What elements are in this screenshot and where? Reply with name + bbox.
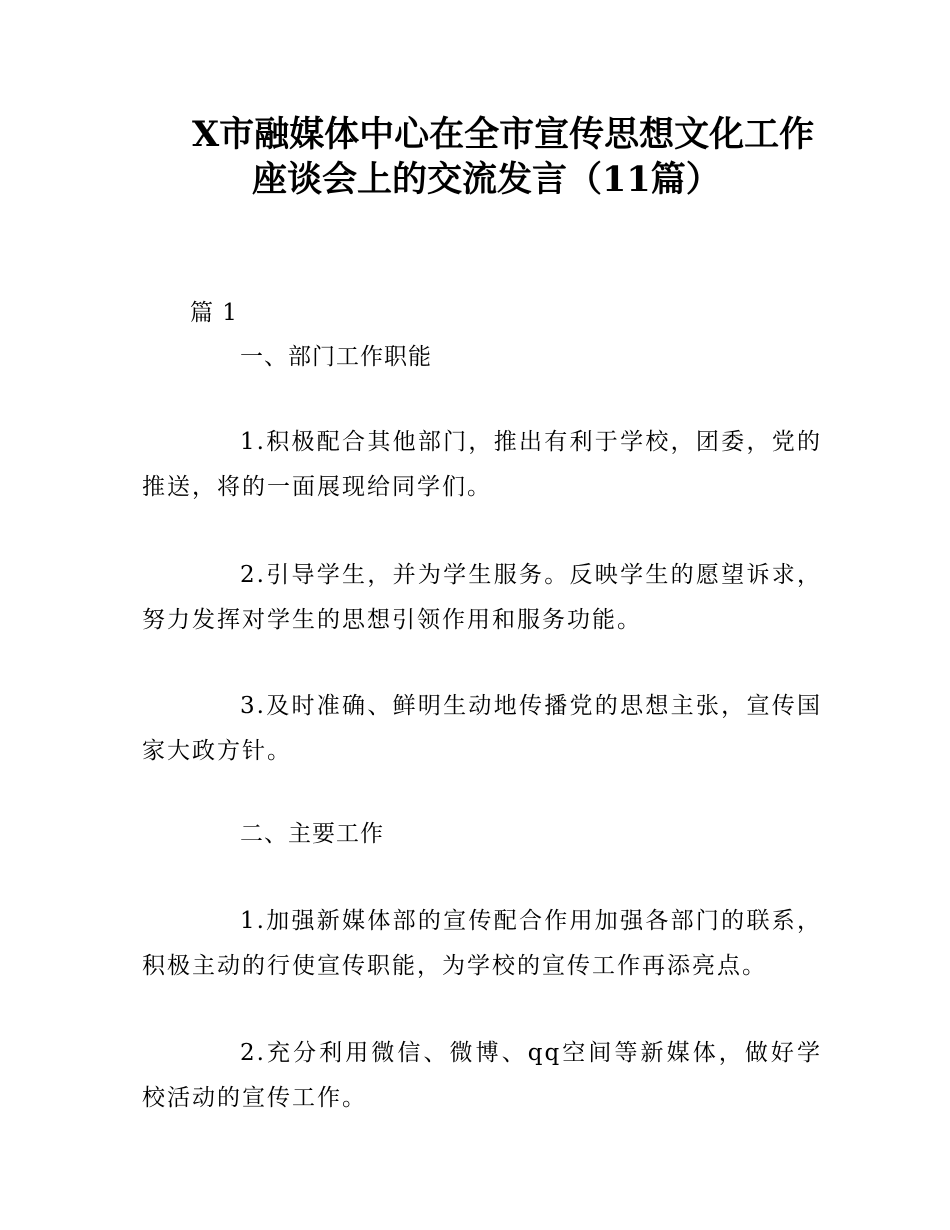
section-1-item-3: 3.及时准确、鲜明生动地传播党的思想主张，宣传国家大政方针。 [142,693,822,764]
document-title-line-2: 座谈会上的交流发言（11篇） [252,159,721,200]
section-1-item-1: 1.积极配合其他部门，推出有利于学校，团委，党的推送，将的一面展现给同学们。 [142,429,822,500]
section-1-item-2: 2.引导学生，并为学生服务。反映学生的愿望诉求，努力发挥对学生的思想引领作用和服务功能。 [142,562,822,633]
section-2-item-2: 2.充分利用微信、微博、qq空间等新媒体，做好学校活动的宣传工作。 [142,1040,822,1111]
section-1-heading: 一、部门工作职能 [240,344,432,370]
chapter-label: 篇 1 [190,300,238,326]
section-2-heading: 二、主要工作 [240,821,384,847]
section-2-item-1: 1.加强新媒体部的宣传配合作用加强各部门的联系，积极主动的行使宣传职能，为学校的宣传工作再添亮点。 [142,908,822,979]
document-title-line-1: X市融媒体中心在全市宣传思想文化工作 [192,114,815,155]
